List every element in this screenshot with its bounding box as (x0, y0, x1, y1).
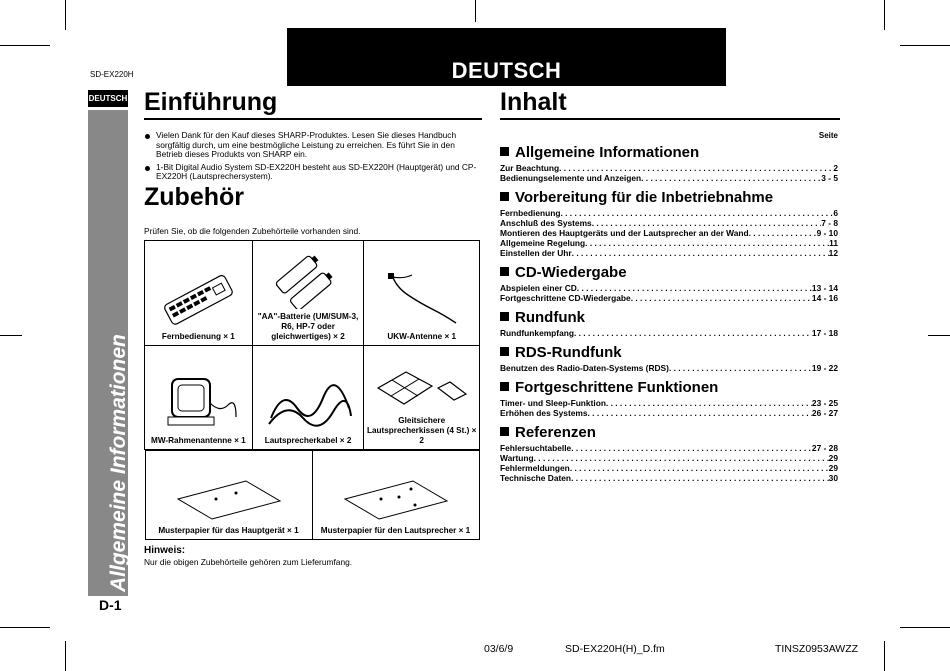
accessory-label: MW-Rahmenantenne × 1 (151, 436, 246, 445)
accessory-label: "AA"-Batterie (UM/SUM-3, R6, HP-7 oder gleichwertiges) × 2 (257, 312, 359, 341)
toc-section-heading (500, 188, 838, 208)
fm-antenna-icon (382, 269, 462, 329)
toc-leader-dots (641, 173, 821, 183)
toc-section-heading (500, 143, 838, 163)
toc-leader-dots (592, 218, 822, 228)
toc-entry-page: 17 - 18 (811, 328, 838, 338)
toc-leader-dots (574, 328, 812, 338)
toc-leader-dots (669, 363, 812, 373)
toc-section-title: Fortgeschrittene Funktionen (515, 379, 719, 396)
toc-leader-dots (606, 398, 812, 408)
toc-entry (500, 398, 838, 408)
batteries-icon (268, 254, 348, 309)
crop-mark (884, 641, 885, 671)
toc-entry (500, 363, 838, 373)
toc-section-title: CD-Wiedergabe (515, 264, 627, 281)
toc-section-heading (500, 423, 838, 443)
crop-mark (928, 335, 950, 336)
accessory-cell (364, 241, 480, 346)
language-banner (287, 28, 726, 86)
crop-mark (475, 0, 476, 22)
toc-section-heading (500, 263, 838, 283)
bullet-item: 1-Bit Digital Audio System SD-EX220H besteht aus SD-EX220H (Hauptgerät) und CP-EX220H (Lautsprechersystem). (144, 163, 482, 182)
toc-leader-dots (571, 443, 812, 453)
toc-entry-page: 3 - 5 (821, 173, 838, 183)
page-column-header: Seite (818, 131, 838, 140)
toc-entry-page: 27 - 28 (811, 443, 838, 453)
accessories-intro: Prüfen Sie, ob die folgenden Zubehörteile vorhanden sind. (144, 226, 361, 236)
toc-entry (500, 408, 838, 418)
toc-entry-label: Fernbedienung (500, 208, 561, 218)
template-paper-icon (341, 473, 451, 523)
crop-mark (884, 0, 885, 30)
toc-section-heading (500, 343, 838, 363)
toc-leader-dots (585, 238, 829, 248)
toc-leader-dots (559, 163, 833, 173)
page-number: D-1 (99, 597, 122, 613)
toc-entry-label: Anschluß des Systems (500, 218, 592, 228)
toc-entry-label: Einstellen der Uhr (500, 248, 572, 258)
accessory-label: Lautsprecherkabel × 2 (264, 436, 352, 445)
toc-entry-label: Abspielen einer CD (500, 283, 577, 293)
crop-mark (900, 627, 950, 628)
square-bullet-icon (500, 427, 509, 436)
accessory-label: Musterpapier für das Hauptgerät × 1 (158, 526, 299, 535)
toc-entry (500, 473, 838, 483)
note-title: Hinweis: (144, 545, 186, 556)
toc-entry-page: 13 - 14 (811, 283, 838, 293)
toc-entry-page: 19 - 22 (811, 363, 838, 373)
toc-entry-label: Technische Daten (500, 473, 572, 483)
toc-entry-page: 29 (828, 453, 838, 463)
toc-entry-label: Montieren des Hauptgeräts und der Lautsprecher an der Wand (500, 228, 749, 238)
side-language-tag: DEUTSCH (88, 90, 128, 107)
toc-entry-page: 30 (828, 473, 838, 483)
intro-bullets (144, 131, 482, 185)
note-text: Nur die obigen Zubehörteile gehören zum Lieferumfang. (144, 557, 353, 567)
crop-mark (0, 627, 50, 628)
toc-leader-dots (561, 208, 834, 218)
template-row (145, 450, 480, 541)
toc-entry-label: Fehlersuchtabelle (500, 443, 572, 453)
intro-heading: Einführung (144, 88, 278, 116)
toc-entry-page: 7 - 8 (821, 218, 838, 228)
accessory-cell (145, 241, 253, 346)
side-title-sub: - Zubehör / Inhalt - (130, 334, 144, 439)
toc-entry-label: Bedienungselemente und Anzeigen (500, 173, 642, 183)
toc-entry-page: 9 - 10 (816, 228, 838, 238)
toc-entry (500, 248, 838, 258)
toc-entry-page: 6 (833, 208, 838, 218)
toc-entry-label: Fehlermeldungen (500, 463, 570, 473)
bullet-item: Vielen Dank für den Kauf dieses SHARP-Produktes. Lesen Sie dieses Handbuch sorgfältig durch, um eine bestmögliche Leistung zu erreichen. Es führt Sie in den Betrieb dieses Produkts von SHARP ein. (144, 131, 482, 160)
toc-entry-label: Rundfunkempfang (500, 328, 574, 338)
accessories-table (144, 240, 480, 540)
crop-mark (65, 641, 66, 671)
divider (144, 118, 482, 120)
toc-section-title: Referenzen (515, 424, 596, 441)
toc-leader-dots (534, 453, 829, 463)
footer-filename: SD-EX220H(H)_D.fm (565, 643, 665, 655)
crop-mark (900, 45, 950, 46)
toc-entry (500, 173, 838, 183)
accessory-label: Fernbedienung × 1 (161, 332, 235, 341)
toc-entry-label: Erhöhen des Systems (500, 408, 588, 418)
crop-mark (0, 45, 50, 46)
toc-entry-label: Zur Beachtung (500, 163, 560, 173)
toc-entry (500, 208, 838, 218)
accessory-label: Musterpapier für den Lautsprecher × 1 (320, 526, 471, 535)
toc-section-title: Vorbereitung für die Inbetriebnahme (515, 189, 774, 206)
accessory-cell (312, 451, 479, 540)
toc-entry-page: 26 - 27 (811, 408, 838, 418)
crop-mark (65, 0, 66, 30)
side-title-main: Allgemeine Informationen (107, 334, 130, 592)
toc-leader-dots (631, 293, 812, 303)
square-bullet-icon (500, 192, 509, 201)
footer-code: TINSZ0953AWZZ (775, 643, 859, 655)
square-bullet-icon (500, 267, 509, 276)
toc-entry-page: 29 (828, 463, 838, 473)
table-of-contents (500, 138, 838, 483)
crop-mark (0, 335, 22, 336)
toc-entry-page: 23 - 25 (811, 398, 838, 408)
toc-entry (500, 328, 838, 338)
speaker-wire-icon (263, 378, 353, 433)
toc-entry (500, 443, 838, 453)
am-loop-antenna-icon (158, 373, 238, 433)
contents-heading: Inhalt (500, 88, 567, 116)
square-bullet-icon (500, 347, 509, 356)
toc-entry-page: 2 (833, 163, 838, 173)
toc-entry-label: Allgemeine Regelung (500, 238, 586, 248)
toc-entry (500, 463, 838, 473)
toc-section-title: Allgemeine Informationen (515, 144, 700, 161)
toc-leader-dots (570, 463, 829, 473)
toc-leader-dots (588, 408, 812, 418)
accessory-cell (364, 346, 480, 450)
accessory-cell (252, 346, 364, 450)
square-bullet-icon (500, 382, 509, 391)
side-title (108, 334, 144, 592)
toc-entry-label: Timer- und Sleep-Funktion (500, 398, 606, 408)
toc-entry-label: Benutzen des Radio-Daten-Systems (RDS) (500, 363, 669, 373)
footer-date: 03/6/9 (484, 643, 514, 655)
speaker-pads-icon (372, 358, 472, 413)
accessory-cell (145, 346, 253, 450)
template-subtable (145, 450, 480, 540)
remote-control-icon (158, 269, 238, 329)
toc-entry (500, 238, 838, 248)
toc-section-heading (500, 308, 838, 328)
toc-section-title: Rundfunk (515, 309, 585, 326)
toc-leader-dots (572, 248, 829, 258)
toc-entry (500, 453, 838, 463)
accessories-heading: Zubehör (144, 183, 244, 211)
square-bullet-icon (500, 312, 509, 321)
toc-entry (500, 163, 838, 173)
toc-section-heading (500, 378, 838, 398)
toc-section-title: RDS-Rundfunk (515, 344, 622, 361)
toc-entry-page: 12 (828, 248, 838, 258)
toc-entry-label: Wartung (500, 453, 534, 463)
template-paper-icon (174, 473, 284, 523)
banner-label: DEUTSCH (451, 58, 562, 83)
toc-entry (500, 228, 838, 238)
toc-leader-dots (577, 283, 812, 293)
accessory-label: Gleitsichere Lautsprecherkissen (4 St.) × 2 (366, 416, 477, 445)
toc-entry-page: 14 - 16 (811, 293, 838, 303)
toc-entry (500, 283, 838, 293)
toc-entry (500, 218, 838, 228)
accessory-cell (252, 241, 364, 346)
divider (500, 118, 840, 120)
model-label: SD-EX220H (90, 70, 134, 79)
toc-entry (500, 293, 838, 303)
toc-entry-label: Fortgeschrittene CD-Wiedergabe (500, 293, 631, 303)
accessory-cell (145, 451, 312, 540)
toc-entry-page: 11 (829, 238, 838, 248)
square-bullet-icon (500, 147, 509, 156)
toc-leader-dots (571, 473, 829, 483)
toc-leader-dots (749, 228, 817, 238)
accessory-label: UKW-Antenne × 1 (387, 332, 457, 341)
